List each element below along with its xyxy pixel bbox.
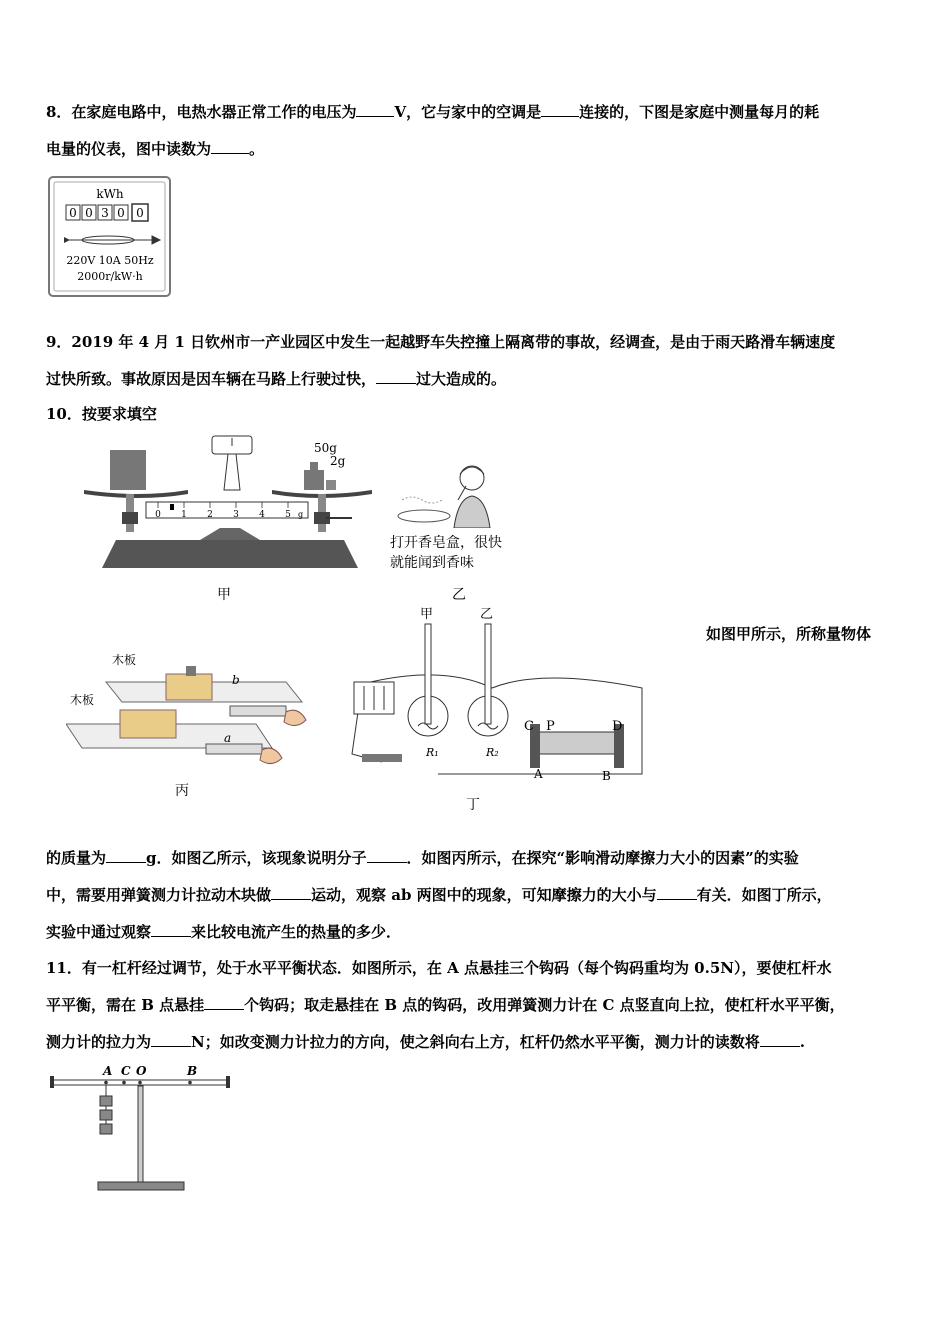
answer-blank[interactable] — [271, 885, 311, 900]
ruler-tick: 1 — [181, 510, 187, 520]
lever-label: A — [103, 1064, 113, 1078]
q11-text: 平平衡，需在 B 点悬挂 — [46, 996, 205, 1014]
q10-text: 实验中通过观察 — [46, 923, 152, 941]
circuit-label: 乙 — [480, 607, 494, 622]
balance-pointer — [212, 436, 252, 490]
board-label: 木板 — [112, 653, 137, 667]
meter-digit: 0 — [69, 206, 77, 220]
q8-line1 — [46, 102, 819, 122]
q8-text: 电量的仪表，图中读数为 — [46, 140, 212, 158]
balance-weights — [304, 441, 346, 490]
answer-blank[interactable] — [204, 995, 244, 1010]
q8-text: 连接的，下图是家庭中测量每月的耗 — [579, 103, 820, 121]
ruler-tick: 5 — [285, 510, 291, 520]
answer-blank[interactable] — [106, 848, 146, 863]
meter-unit: kWh — [96, 187, 124, 201]
q11-line1: 11．有一杠杆经过调节，处于水平平衡状态．如图所示，在 A 点悬挂三个钩码（每个钩码重均为 0.5N），要使杠杆水 — [46, 959, 832, 977]
balance-ruler — [146, 502, 308, 520]
answer-blank[interactable] — [151, 922, 191, 937]
label-a: a — [224, 731, 232, 745]
lever-label: C — [121, 1064, 131, 1078]
answer-blank[interactable] — [211, 139, 249, 154]
circuit-label: R₂ — [486, 746, 499, 759]
lever-label: B — [187, 1064, 198, 1078]
q11-line2 — [46, 995, 845, 1015]
ruler-tick: 3 — [233, 510, 239, 520]
circuit-figure — [342, 604, 648, 790]
figure-label-yi: 乙 — [452, 587, 466, 603]
answer-blank[interactable] — [760, 1032, 800, 1047]
lever-figure — [44, 1062, 236, 1198]
q10-text: 运动，观察 ab 两图中的现象，可知摩擦力的大小与 — [311, 886, 657, 904]
circuit-label: R₁ — [426, 746, 439, 759]
q10-text: 有关．如图丁所示， — [696, 886, 832, 904]
answer-blank[interactable] — [376, 369, 416, 384]
meter-spec: 220V 10A 50Hz — [66, 254, 154, 267]
q10-text: 的质量为 — [46, 849, 107, 867]
ruler-tick: 2 — [207, 510, 213, 520]
q10-line1 — [46, 848, 799, 868]
q11-text: 测力计的拉力为 — [46, 1033, 152, 1051]
meter-digit: 0 — [136, 206, 144, 220]
circuit-label: A — [534, 767, 543, 781]
meter-digit: 0 — [85, 206, 93, 220]
q10-text: g．如图乙所示，该现象说明分子 — [146, 849, 367, 867]
q10-title: 10．按要求填空 — [46, 405, 157, 423]
q11-line3 — [46, 1032, 805, 1052]
answer-blank[interactable] — [657, 885, 697, 900]
energy-meter-figure — [48, 176, 172, 298]
q11-text: . — [799, 1033, 805, 1051]
q9-text: 过大造成的。 — [416, 370, 507, 388]
q10-line2 — [46, 885, 832, 905]
ruler-tick: 4 — [259, 510, 265, 520]
q10-line3 — [46, 922, 401, 942]
meter-digit: 3 — [101, 206, 109, 220]
answer-blank[interactable] — [541, 102, 579, 117]
answer-blank[interactable] — [356, 102, 394, 117]
q9-text: 过快所致。事故原因是因车辆在马路上行驶过快， — [46, 370, 377, 388]
q10-text: 来比较电流产生的热量的多少． — [191, 923, 402, 941]
hook-weights — [100, 1096, 112, 1134]
q11-text: N；如改变测力计拉力的方向，使之斜向右上方，杠杆仍然水平平衡，测力计的读数将 — [191, 1033, 760, 1051]
circuit-label: D — [612, 719, 623, 734]
answer-blank[interactable] — [151, 1032, 191, 1047]
q9-line1: 9．2019 年 4 月 1 日钦州市一产业园区中发生一起越野车失控撞上隔离带的事故，经调查，是由于雨天路滑车辆速度 — [46, 333, 836, 351]
circuit-label: 甲 — [420, 607, 434, 622]
label-b: b — [232, 673, 240, 687]
weight-label: 2g — [330, 454, 346, 468]
balance-figure — [80, 432, 380, 572]
circuit-label: P — [546, 719, 555, 734]
soap-caption-1: 打开香皂盒，很快 — [390, 535, 502, 551]
meter-digit: 0 — [117, 206, 125, 220]
figure-label-bing: 丙 — [175, 783, 189, 799]
meter-spec: 2000r/kW·h — [77, 270, 143, 283]
q10-text: 中，需要用弹簧测力计拉动木块做 — [46, 886, 272, 904]
ruler-unit: g — [298, 510, 304, 519]
q9-line2 — [46, 369, 506, 389]
q8-text: 8．在家庭电路中，电热水器正常工作的电压为 — [46, 103, 357, 121]
figure-label-jia: 甲 — [217, 587, 231, 603]
weight-label: 50g — [314, 441, 337, 455]
q8-text: 。 — [249, 140, 265, 158]
q10-side-text: 如图甲所示，所称量物体 — [706, 625, 872, 643]
circuit-label: B — [602, 769, 611, 783]
answer-blank[interactable] — [367, 848, 407, 863]
q8-line2 — [46, 139, 264, 159]
lever-label: O — [136, 1064, 147, 1078]
q11-text: 个钩码；取走悬挂在 B 点的钩码，改用弹簧测力计在 C 点竖直向上拉，使杠杆水平平衡， — [244, 996, 845, 1014]
ruler-tick: 0 — [155, 510, 161, 520]
circuit-label: C — [524, 719, 534, 734]
q10-text: ．如图丙所示，在探究“影响滑动摩擦力大小的因素”的实验 — [406, 849, 799, 867]
board-label: 木板 — [70, 693, 95, 707]
friction-figure — [66, 652, 326, 778]
soap-person-figure — [394, 460, 524, 528]
figure-label-ding: 丁 — [466, 797, 480, 813]
soap-caption-2: 就能闻到香味 — [390, 555, 474, 571]
q8-text: V，它与家中的空调是 — [394, 103, 542, 121]
